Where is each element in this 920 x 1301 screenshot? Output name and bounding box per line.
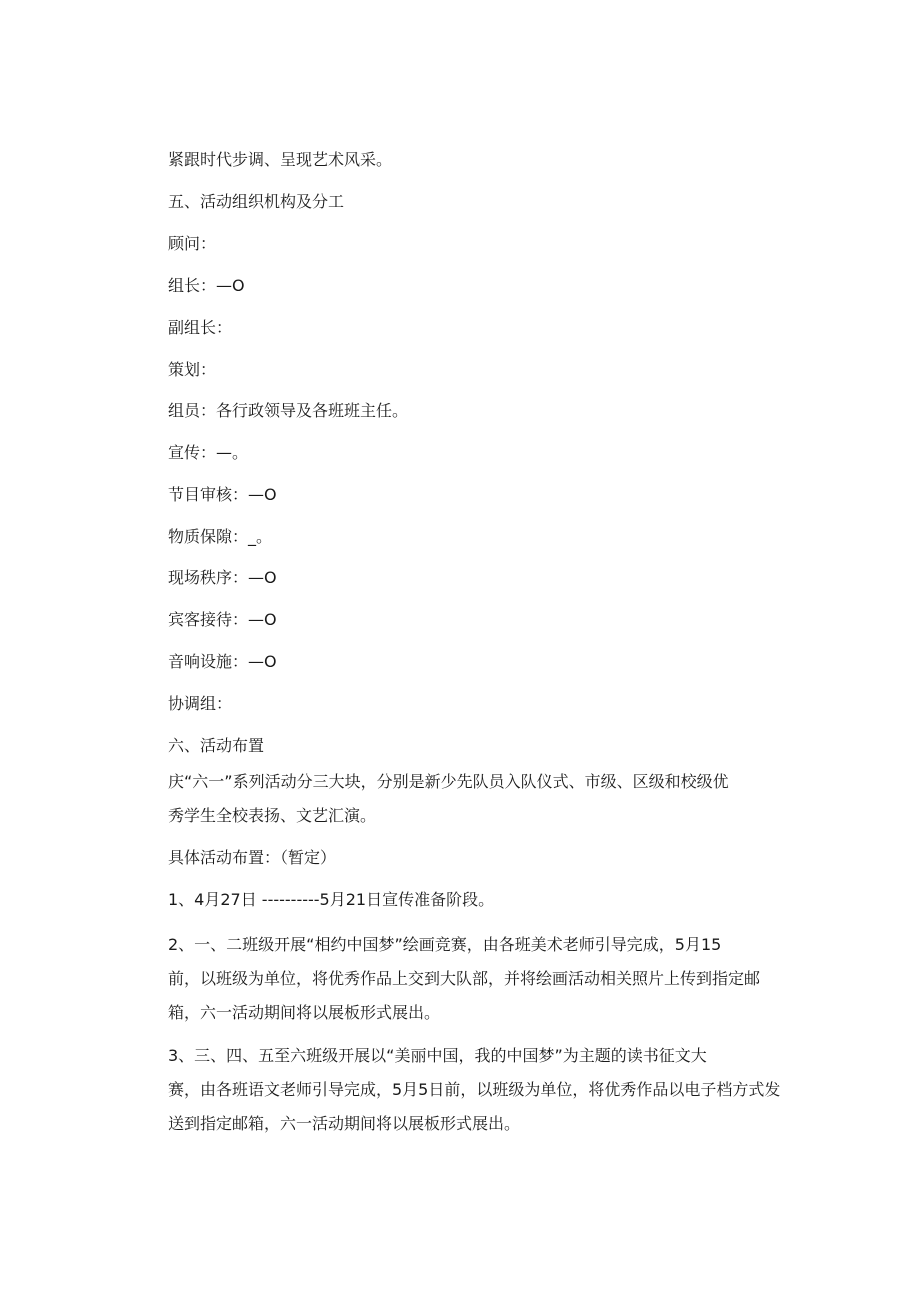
paragraph-line: 前，以班级为单位，将优秀作品上交到大队部，并将绘画活动相关照片上传到指定邮 [168,969,761,988]
paragraph-line: 2、一、二班级开展“相约中国梦”绘画竞赛，由各班美术老师引导完成，5月15 [168,935,722,954]
text-line: 协调组： [168,694,233,713]
text-line: 宾客接待：—O [168,610,277,629]
paragraph-item-2 [168,928,788,1030]
text-line: 副组长： [168,318,233,337]
paragraph-item-1 [168,883,788,917]
paragraph-line: 1、4月27日 ----------5月21日宣传准备阶段。 [168,890,495,909]
text-line: 宣传：—。 [168,443,249,462]
paragraph-specific [168,841,788,875]
text-line: 顾问： [168,234,217,253]
text-line: 物质保隙：_。 [168,527,273,546]
paragraph-line: 秀学生全校表扬、文艺汇演。 [168,806,377,825]
text-line: 紧跟时代步调、呈现艺术风采。 [168,150,393,169]
paragraph-line: 箱，六一活动期间将以展板形式展出。 [168,1003,441,1022]
text-line: 节目审核：—O [168,485,277,504]
paragraph-overview [168,765,788,833]
text-line: 音响设施：—O [168,652,277,671]
paragraph-line: 3、三、四、五至六班级开展以“美丽中国，我的中国梦”为主题的读书征文大 [168,1046,707,1065]
paragraph-line: 赛，由各班语文老师引导完成，5月5日前，以班级为单位，将优秀作品以电子档方式发 [168,1080,781,1099]
section-heading-five: 五、活动组织机构及分工 [168,192,345,211]
text-line: 策划： [168,360,217,379]
section-heading-six: 六、活动布置 [168,736,265,755]
paragraph-line: 具体活动布置：（暂定） [168,848,337,867]
paragraph-line: 送到指定邮箱，六一活动期间将以展板形式展出。 [168,1114,521,1133]
paragraph-line: 庆“六一”系列活动分三大块，分别是新少先队员入队仪式、市级、区级和校级优 [168,772,729,791]
text-line: 组员：各行政领导及各班班主任。 [168,401,409,420]
text-line: 现场秩序：—O [168,568,277,587]
paragraph-item-3 [168,1039,788,1141]
text-line: 组长：—O [168,276,245,295]
